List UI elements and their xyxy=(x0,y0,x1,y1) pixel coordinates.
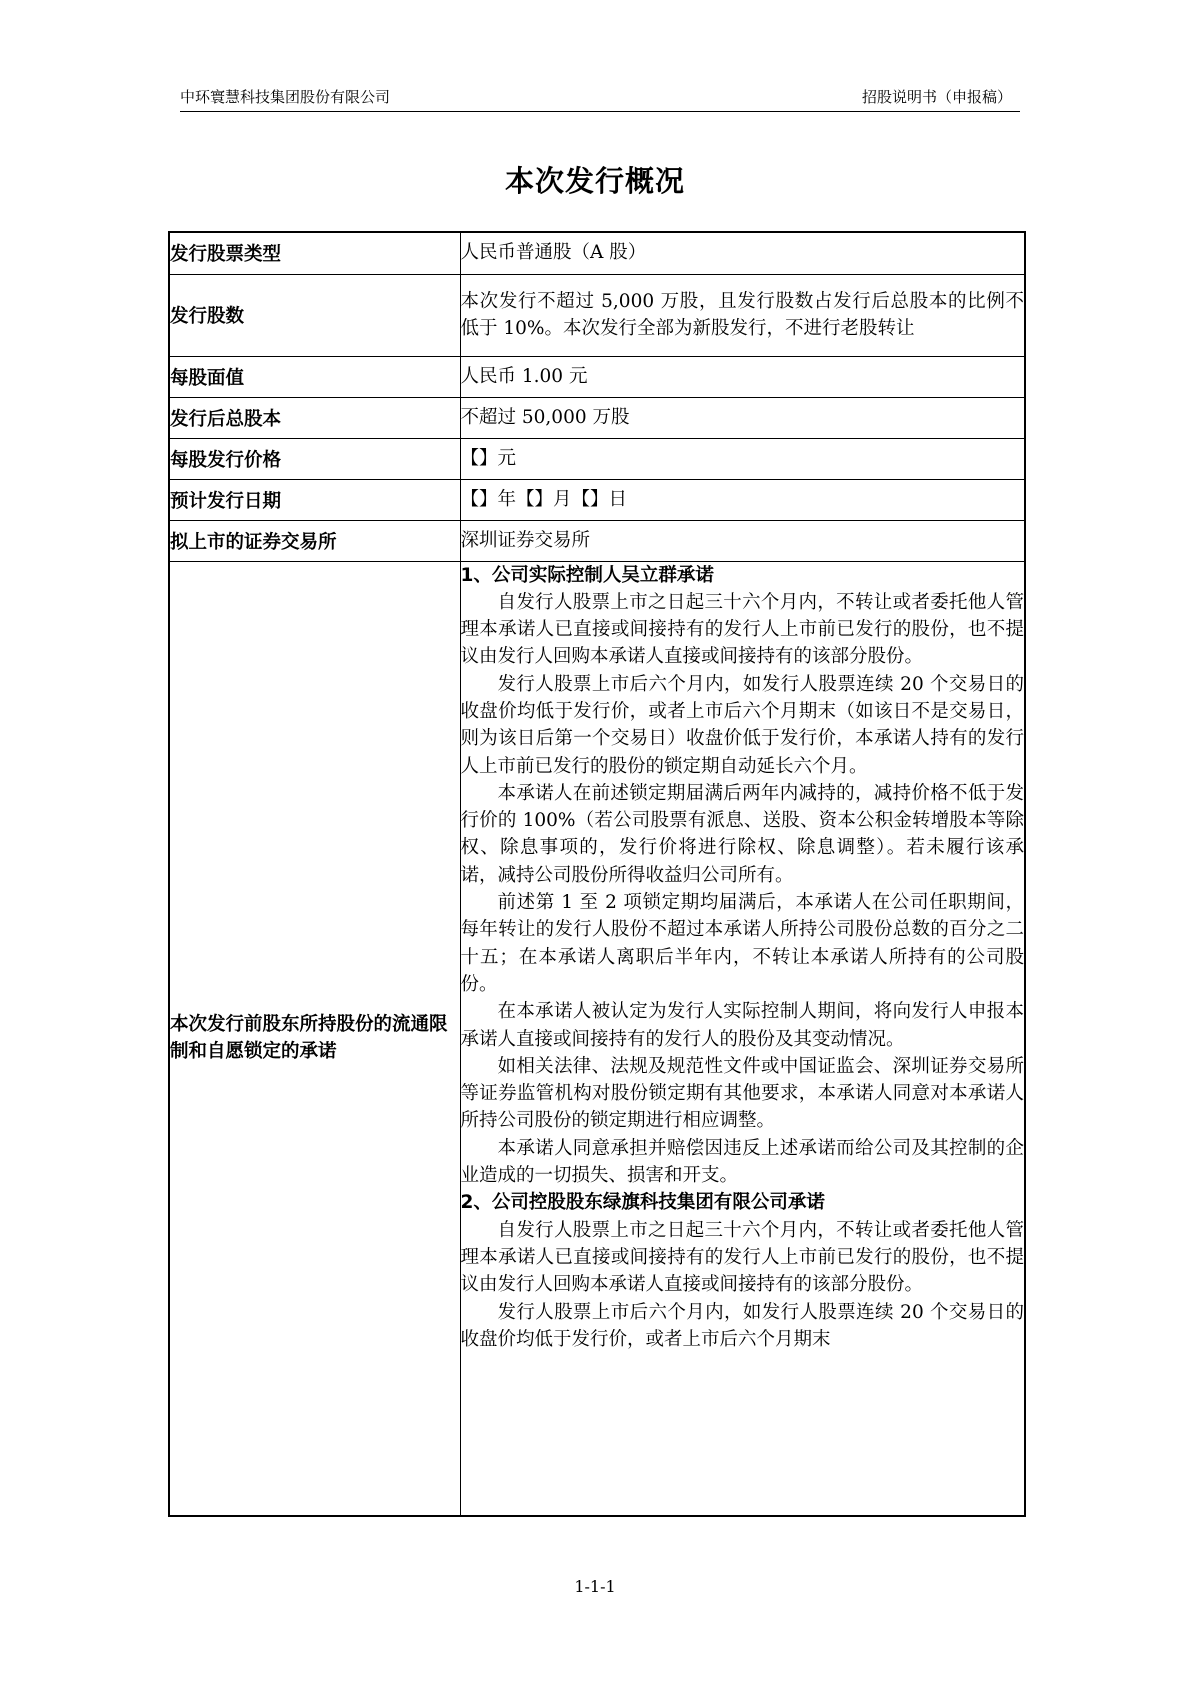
table-row xyxy=(169,356,1025,397)
paragraph: 前述第 1 至 2 项锁定期均届满后，本承诺人在公司任职期间，每年转让的发行人股份不超过本承诺人所持公司股份总数的百分之二十五；在本承诺人离职后半年内，不转让本承诺人所持有的公司股份。 xyxy=(460,892,1024,995)
section-heading: 2、公司控股股东绿旗科技集团有限公司承诺 xyxy=(460,1192,825,1214)
row-label: 每股发行价格 xyxy=(169,438,460,479)
table-row xyxy=(169,479,1025,520)
table-row xyxy=(169,397,1025,438)
document-type: 招股说明书（申报稿） xyxy=(861,88,1012,106)
row-value: 【】元 xyxy=(460,438,1025,479)
row-value: 人民币 1.00 元 xyxy=(460,356,1025,397)
paragraph: 自发行人股票上市之日起三十六个月内，不转让或者委托他人管理本承诺人已直接或间接持有的发行人上市前已发行的股份，也不提议由发行人回购本承诺人直接或间接持有的该部分股份。 xyxy=(460,591,1024,668)
paragraph: 本承诺人同意承担并赔偿因违反上述承诺而给公司及其控制的企业造成的一切损失、损害和开支。 xyxy=(460,1137,1024,1187)
row-label: 发行后总股本 xyxy=(169,397,460,438)
company-name: 中环寰慧科技集团股份有限公司 xyxy=(180,88,391,106)
row-value: 不超过 50,000 万股 xyxy=(460,397,1025,438)
paragraph: 本承诺人在前述锁定期届满后两年内减持的，减持价格不低于发行价的 100%（若公司股票有派息、送股、资本公积金转增股本等除权、除息事项的，发行价将进行除权、除息调整）。若未履行该承诺，减持公司股份所得收益归公司所有。 xyxy=(460,782,1024,886)
table-row xyxy=(169,274,1025,356)
paragraph: 自发行人股票上市之日起三十六个月内，不转让或者委托他人管理本承诺人已直接或间接持有的发行人上市前已发行的股份，也不提议由发行人回购本承诺人直接或间接持有的该部分股份。 xyxy=(460,1219,1024,1296)
page-header xyxy=(180,84,1020,112)
table-row xyxy=(169,520,1025,561)
row-label: 每股面值 xyxy=(169,356,460,397)
row-label: 发行股票类型 xyxy=(169,232,460,274)
row-label: 预计发行日期 xyxy=(169,479,460,520)
table-row xyxy=(169,561,1025,1516)
row-value: 【】年【】月【】日 xyxy=(460,479,1025,520)
paragraph: 发行人股票上市后六个月内，如发行人股票连续 20 个交易日的收盘价均低于发行价，或者上市后六个月期末（如该日不是交易日，则为该日后第一个交易日）收盘价低于发行价，本承诺人持有的发行人上市前已发行的股份的锁定期自动延长六个月。 xyxy=(460,673,1024,777)
row-value: 本次发行不超过 5,000 万股，且发行股数占发行后总股本的比例不低于 10%。本次发行全部为新股发行，不进行老股转让 xyxy=(460,274,1025,356)
row-label: 发行股数 xyxy=(169,274,460,356)
table-row xyxy=(169,438,1025,479)
page-title: 本次发行概况 xyxy=(504,164,685,198)
paragraph: 如相关法律、法规及规范性文件或中国证监会、深圳证券交易所等证券监管机构对股份锁定期有其他要求，本承诺人同意对本承诺人所持公司股份的锁定期进行相应调整。 xyxy=(460,1055,1024,1132)
paragraph: 发行人股票上市后六个月内，如发行人股票连续 20 个交易日的收盘价均低于发行价，或者上市后六个月期末 xyxy=(460,1301,1024,1350)
table-row xyxy=(169,232,1025,274)
row-value: 人民币普通股（A 股） xyxy=(460,232,1025,274)
offering-overview-table xyxy=(168,231,1026,1517)
row-value: 深圳证券交易所 xyxy=(460,520,1025,561)
paragraph: 在本承诺人被认定为发行人实际控制人期间，将向发行人申报本承诺人直接或间接持有的发行人的股份及其变动情况。 xyxy=(460,1001,1024,1050)
lockup-commitments xyxy=(460,561,1025,1516)
lockup-label: 本次发行前股东所持股份的流通限制和自愿锁定的承诺 xyxy=(169,561,460,1516)
page-number: 1-1-1 xyxy=(574,1577,616,1596)
section-heading: 1、公司实际控制人吴立群承诺 xyxy=(460,564,714,586)
row-label: 拟上市的证券交易所 xyxy=(169,520,460,561)
